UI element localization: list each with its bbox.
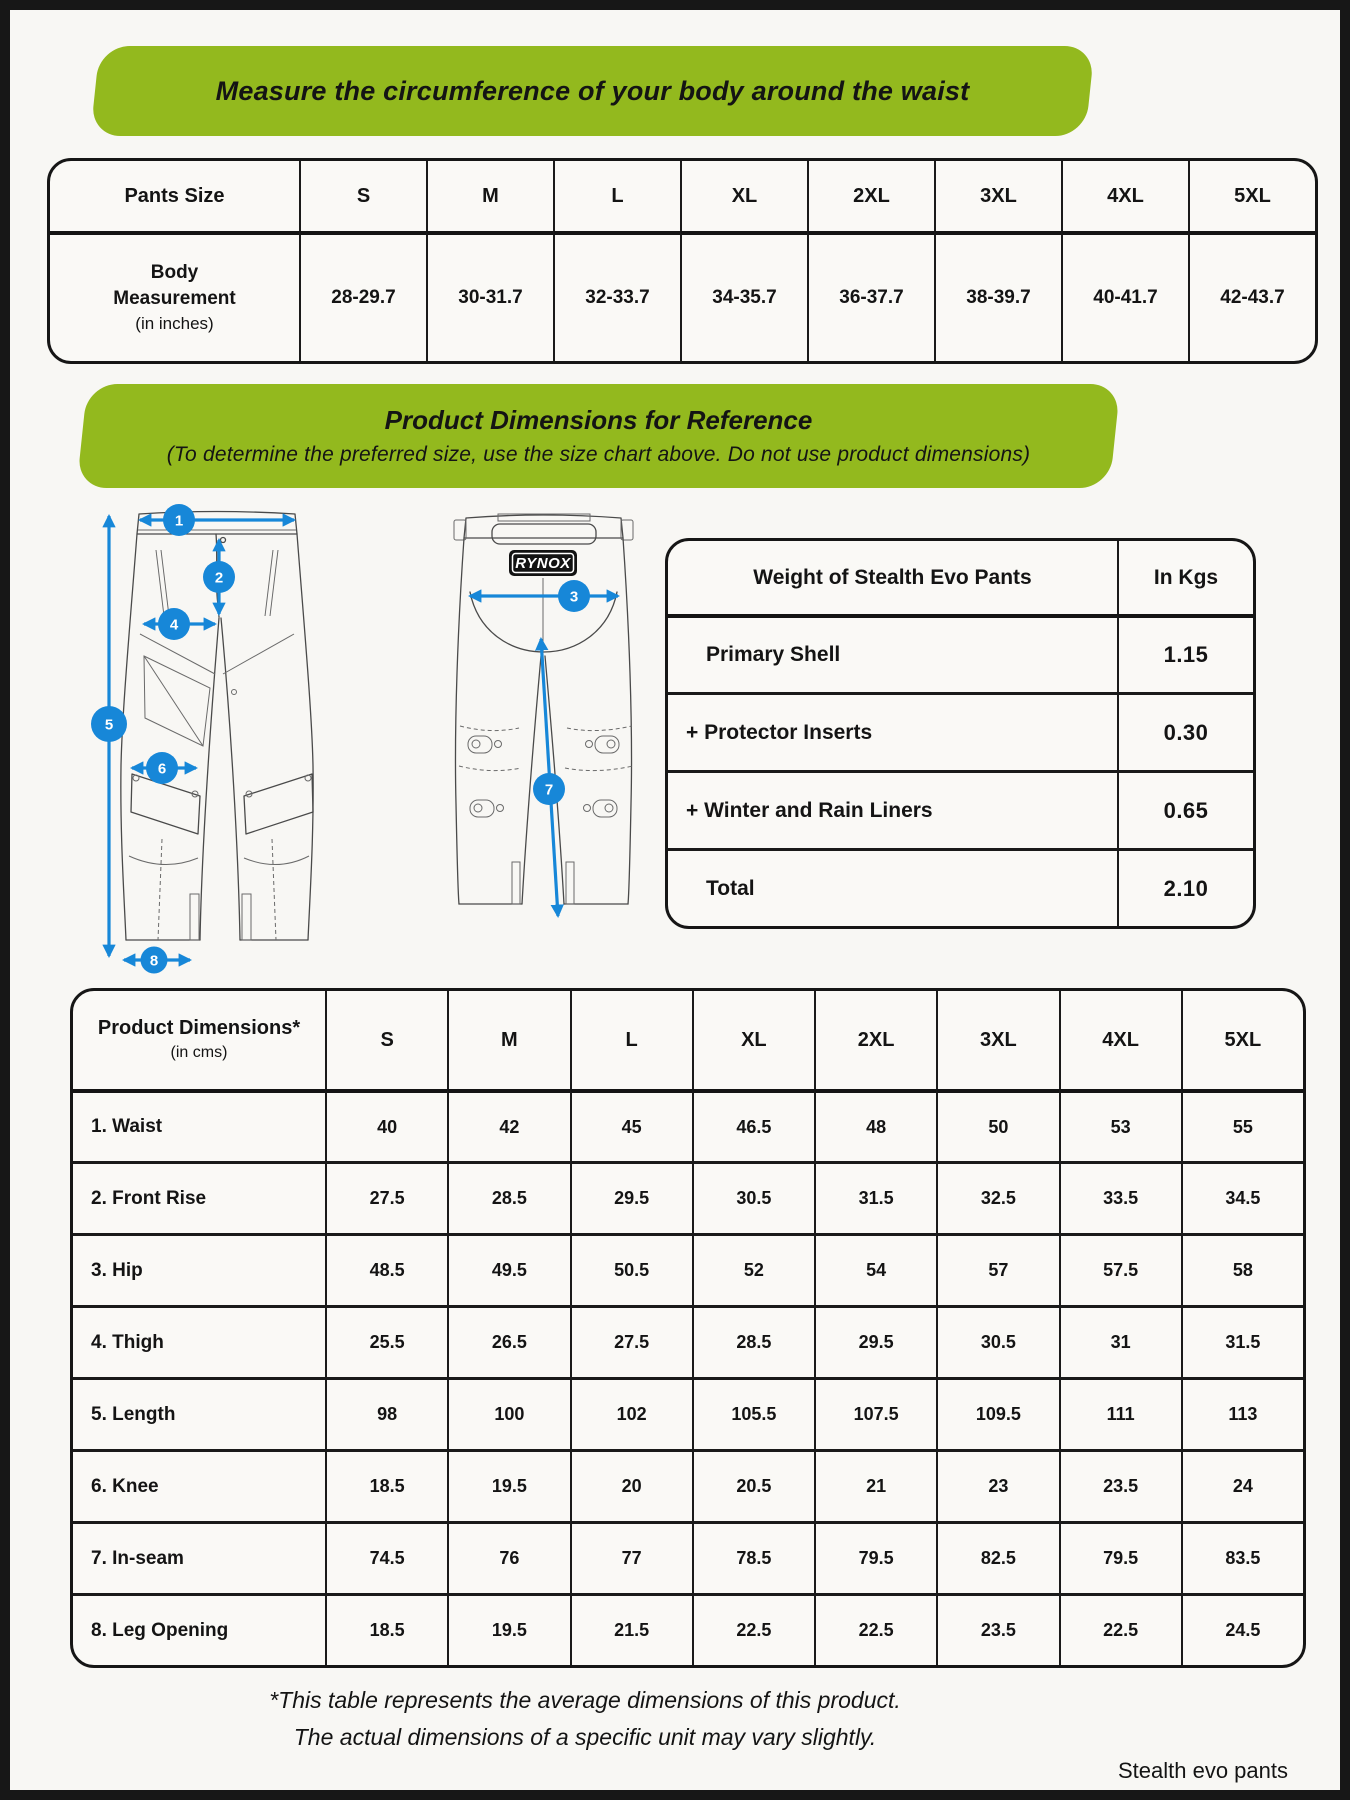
body-size-table — [47, 158, 1318, 364]
dimension-row — [73, 1377, 1303, 1449]
dimension-value: 25.5 — [325, 1305, 447, 1377]
product-dimensions-banner — [82, 384, 1115, 488]
dimension-row-label: 7. In-seam — [73, 1521, 325, 1593]
front-measurement-markers — [91, 504, 235, 974]
body-measurement-value: 30-31.7 — [426, 231, 553, 361]
weight-row-value: 2.10 — [1117, 848, 1253, 926]
dimension-value: 19.5 — [447, 1449, 569, 1521]
dimension-value: 33.5 — [1059, 1161, 1181, 1233]
weight-row — [668, 770, 1253, 848]
dimension-row-label: 2. Front Rise — [73, 1161, 325, 1233]
marker-3-label: 3 — [569, 588, 579, 606]
pants-back-diagram — [446, 504, 641, 929]
weight-table-grid — [668, 541, 1253, 926]
weight-row — [668, 848, 1253, 926]
weight-table — [665, 538, 1256, 929]
product-dimensions-banner-title: Product Dimensions for Reference — [384, 405, 813, 435]
dimension-value: 18.5 — [325, 1449, 447, 1521]
dimension-value: 28.5 — [692, 1305, 814, 1377]
dimension-value: 24 — [1181, 1449, 1303, 1521]
dimension-row-label: 6. Knee — [73, 1449, 325, 1521]
dimension-value: 27.5 — [325, 1161, 447, 1233]
dimension-value: 83.5 — [1181, 1521, 1303, 1593]
dimension-value: 50.5 — [570, 1233, 692, 1305]
dimension-row — [73, 1233, 1303, 1305]
marker-1-label: 1 — [174, 512, 184, 530]
dimension-row-label: 5. Length — [73, 1377, 325, 1449]
body-measurement-value: 40-41.7 — [1061, 231, 1188, 361]
dimension-value: 18.5 — [325, 1593, 447, 1665]
dimension-value: 49.5 — [447, 1233, 569, 1305]
dimension-row — [73, 1161, 1303, 1233]
dimension-row — [73, 1305, 1303, 1377]
dimension-value: 79.5 — [1059, 1521, 1181, 1593]
dimension-value: 27.5 — [570, 1305, 692, 1377]
dimension-value: 48.5 — [325, 1233, 447, 1305]
body-measurement-label-line2: Measurement — [113, 288, 236, 309]
weight-row-value: 0.65 — [1117, 770, 1253, 848]
body-measurement-value: 38-39.7 — [934, 231, 1061, 361]
body-measurement-value: 36-37.7 — [807, 231, 934, 361]
dimension-value: 105.5 — [692, 1377, 814, 1449]
dimension-value: 50 — [936, 1089, 1058, 1161]
product-dimensions-grid — [73, 991, 1303, 1665]
dimension-value: 21 — [814, 1449, 936, 1521]
dimension-value: 113 — [1181, 1377, 1303, 1449]
dimension-value: 54 — [814, 1233, 936, 1305]
dimension-value: 53 — [1059, 1089, 1181, 1161]
marker-2-label: 2 — [214, 569, 224, 587]
dimension-value: 100 — [447, 1377, 569, 1449]
dimension-value: 30.5 — [692, 1161, 814, 1233]
dimensions-header-row — [73, 991, 1303, 1089]
weight-row — [668, 692, 1253, 770]
dimension-value: 19.5 — [447, 1593, 569, 1665]
dimension-value: 52 — [692, 1233, 814, 1305]
dimension-value: 31 — [1059, 1305, 1181, 1377]
weight-row — [668, 614, 1253, 692]
body-measurement-unit: (in inches) — [135, 314, 214, 333]
back-measurement-markers — [533, 580, 590, 805]
pants-size-header: Pants Size — [124, 184, 225, 207]
product-dimensions-table — [70, 988, 1306, 1668]
dimension-value: 31.5 — [814, 1161, 936, 1233]
body-measurement-value: 42-43.7 — [1188, 231, 1315, 361]
dimension-value: 28.5 — [447, 1161, 569, 1233]
marker-5-label: 5 — [104, 716, 114, 734]
rynox-logo-text: RYNOX — [515, 555, 571, 572]
dimension-value: 21.5 — [570, 1593, 692, 1665]
dimension-value: 57 — [936, 1233, 1058, 1305]
dimension-column-header: XL — [692, 991, 814, 1089]
weight-table-header-row — [668, 541, 1253, 614]
dimension-column-header: L — [570, 991, 692, 1089]
dimension-value: 23 — [936, 1449, 1058, 1521]
dimension-value: 29.5 — [814, 1305, 936, 1377]
size-column-header: XL — [680, 161, 807, 231]
dimension-value: 57.5 — [1059, 1233, 1181, 1305]
dimension-value: 40 — [325, 1089, 447, 1161]
dimension-value: 46.5 — [692, 1089, 814, 1161]
dimension-value: 109.5 — [936, 1377, 1058, 1449]
size-column-header: 5XL — [1188, 161, 1315, 231]
weight-row-label: Total — [668, 848, 1117, 926]
weight-row-value: 1.15 — [1117, 614, 1253, 692]
dimensions-title: Product Dimensions* — [97, 1017, 301, 1039]
marker-7-label: 7 — [544, 781, 554, 799]
dimension-value: 79.5 — [814, 1521, 936, 1593]
dimension-value: 22.5 — [814, 1593, 936, 1665]
size-column-header: M — [426, 161, 553, 231]
dimension-column-header: M — [447, 991, 569, 1089]
weight-row-value: 0.30 — [1117, 692, 1253, 770]
dimension-value: 23.5 — [1059, 1449, 1181, 1521]
dimension-value: 58 — [1181, 1233, 1303, 1305]
body-measurement-value: 28-29.7 — [299, 231, 426, 361]
measure-banner-text: Measure the circumference of your body around the waist — [215, 75, 970, 106]
dimension-column-header: 2XL — [814, 991, 936, 1089]
body-measurement-label-line1: Body — [150, 262, 199, 283]
dimensions-title-cell — [73, 991, 325, 1089]
dimension-value: 20.5 — [692, 1449, 814, 1521]
dimension-value: 22.5 — [692, 1593, 814, 1665]
size-column-header: 4XL — [1061, 161, 1188, 231]
dimension-value: 55 — [1181, 1089, 1303, 1161]
product-dimensions-banner-background — [77, 384, 1121, 488]
pants-back-outline — [454, 514, 633, 904]
dimension-row — [73, 1089, 1303, 1161]
weight-row-label: + Protector Inserts — [668, 692, 1117, 770]
marker-4-label: 4 — [169, 616, 179, 634]
dimension-value: 42 — [447, 1089, 569, 1161]
dimension-value: 45 — [570, 1089, 692, 1161]
size-table-header-row — [50, 161, 1315, 231]
body-measurement-label — [50, 231, 299, 361]
dimension-column-header: 3XL — [936, 991, 1058, 1089]
dimension-row — [73, 1449, 1303, 1521]
dimension-column-header: 5XL — [1181, 991, 1303, 1089]
dimension-value: 20 — [570, 1449, 692, 1521]
weight-table-body — [668, 614, 1253, 926]
dimension-row-label: 8. Leg Opening — [73, 1593, 325, 1665]
dimensions-unit: (in cms) — [170, 1044, 228, 1061]
dimension-row — [73, 1521, 1303, 1593]
footnote-line1: *This table represents the average dimensions of this product. — [269, 1687, 901, 1713]
dimensions-table-body — [73, 1089, 1303, 1665]
dimension-row-label: 4. Thigh — [73, 1305, 325, 1377]
footnote — [135, 1682, 1035, 1756]
marker-8-label: 8 — [149, 952, 159, 970]
body-size-table-grid — [50, 161, 1315, 361]
dimension-column-header: 4XL — [1059, 991, 1181, 1089]
weight-table-unit: In Kgs — [1117, 541, 1253, 614]
body-measurement-value: 32-33.7 — [553, 231, 680, 361]
dimension-row-label: 1. Waist — [73, 1089, 325, 1161]
pants-front-diagram — [82, 504, 326, 974]
size-column-header: 3XL — [934, 161, 1061, 231]
measure-banner — [95, 46, 1090, 136]
back-measurement-arrows — [470, 596, 618, 916]
size-column-header: 2XL — [807, 161, 934, 231]
weight-row-label: + Winter and Rain Liners — [668, 770, 1117, 848]
product-name: Stealth evo pants — [1117, 1758, 1288, 1783]
weight-table-title: Weight of Stealth Evo Pants — [753, 565, 1032, 589]
marker-6-label: 6 — [157, 760, 167, 778]
dimension-row-label: 3. Hip — [73, 1233, 325, 1305]
size-table-body-row — [50, 231, 1315, 361]
dimension-value: 31.5 — [1181, 1305, 1303, 1377]
dimension-value: 22.5 — [1059, 1593, 1181, 1665]
dimension-value: 26.5 — [447, 1305, 569, 1377]
dimension-value: 32.5 — [936, 1161, 1058, 1233]
dimension-value: 102 — [570, 1377, 692, 1449]
dimension-value: 34.5 — [1181, 1161, 1303, 1233]
weight-row-label: Primary Shell — [668, 614, 1117, 692]
dimension-row — [73, 1593, 1303, 1665]
dimension-value: 24.5 — [1181, 1593, 1303, 1665]
product-dimensions-banner-subtitle: (To determine the preferred size, use the size chart above. Do not use product dimensions) — [166, 443, 1031, 466]
dimension-value: 111 — [1059, 1377, 1181, 1449]
dimension-value: 29.5 — [570, 1161, 692, 1233]
dimension-value: 82.5 — [936, 1521, 1058, 1593]
dimension-value: 74.5 — [325, 1521, 447, 1593]
dimension-value: 107.5 — [814, 1377, 936, 1449]
dimension-value: 98 — [325, 1377, 447, 1449]
dimension-value: 77 — [570, 1521, 692, 1593]
dimension-column-header: S — [325, 991, 447, 1089]
size-column-header: L — [553, 161, 680, 231]
body-measurement-value: 34-35.7 — [680, 231, 807, 361]
dimension-value: 78.5 — [692, 1521, 814, 1593]
dimension-value: 23.5 — [936, 1593, 1058, 1665]
size-column-header: S — [299, 161, 426, 231]
dimension-value: 30.5 — [936, 1305, 1058, 1377]
dimension-value: 76 — [447, 1521, 569, 1593]
footnote-line2: The actual dimensions of a specific unit may vary slightly. — [293, 1724, 877, 1750]
dimension-value: 48 — [814, 1089, 936, 1161]
